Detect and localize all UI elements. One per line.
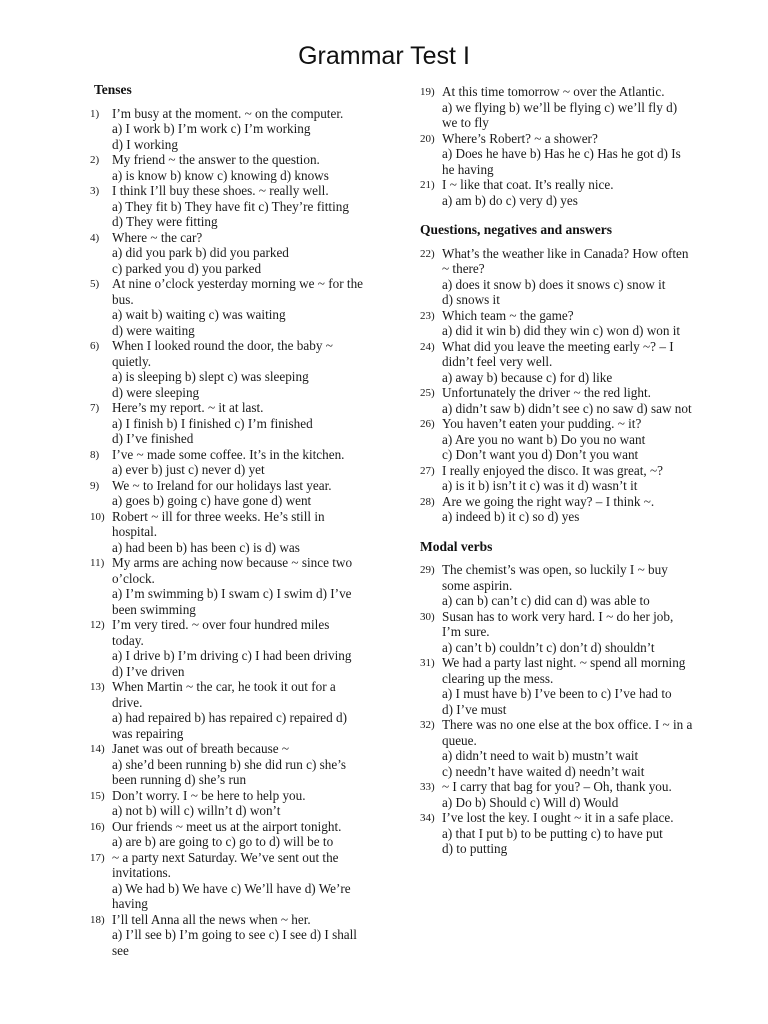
question-prompt-line: At nine o’clock yesterday morning we ~ for the	[112, 276, 364, 291]
question-item	[420, 717, 725, 779]
question-text	[112, 400, 390, 447]
question-prompt-line: Where ~ the car?	[112, 229, 203, 245]
question-prompt-line: Susan has to work very hard. I ~ do her job,	[442, 608, 674, 624]
question-line: a) Does he have b) Has he c) Has he got d) Is	[442, 146, 681, 161]
question-number: 11)	[90, 557, 105, 569]
question-text	[112, 230, 390, 277]
question-item	[90, 679, 390, 741]
left-column	[90, 82, 390, 972]
question-prompt-line: There was no one else at the box office. I ~ in a	[442, 717, 693, 732]
question-item	[90, 741, 390, 788]
question-number: 26)	[420, 418, 435, 430]
question-item	[90, 788, 390, 819]
question-text	[442, 717, 725, 779]
question-line: d) snows it	[442, 292, 500, 307]
question-text	[442, 385, 725, 416]
question-item	[420, 494, 725, 525]
question-text	[442, 810, 725, 857]
question-text	[112, 338, 390, 400]
question-prompt-line: Are we going the right way? – I think ~.	[442, 493, 655, 509]
question-line: a) goes b) going c) have gone d) went	[112, 493, 312, 508]
question-line: c) needn’t have waited d) needn’t wait	[442, 763, 645, 779]
section	[420, 84, 725, 208]
question-prompt-line: You haven’t eaten your pudding. ~ it?	[442, 416, 642, 431]
question-number: 14)	[90, 743, 105, 755]
question-number: 22)	[420, 247, 435, 260]
question-line: a) wait b) waiting c) was waiting	[112, 307, 286, 322]
question-item	[90, 152, 390, 183]
question-number: 19)	[420, 86, 435, 98]
question-text	[112, 788, 390, 819]
question-text	[112, 152, 390, 183]
question-prompt-line: At this time tomorrow ~ over the Atlantic.	[442, 84, 665, 99]
question-item	[420, 131, 725, 178]
question-number: 12)	[90, 619, 105, 631]
question-line: we to fly	[442, 115, 489, 130]
question-prompt-line: Which team ~ the game?	[442, 307, 574, 323]
question-prompt-line: I ~ like that coat. It’s really nice.	[442, 177, 614, 192]
question-line: a) that I put b) to be putting c) to have put	[442, 825, 663, 841]
section-heading: Modal verbs	[420, 538, 493, 554]
question-item	[420, 655, 725, 717]
question-number: 4)	[90, 231, 100, 244]
question-line: see	[112, 942, 129, 958]
question-text	[442, 562, 725, 609]
question-text	[112, 555, 390, 617]
question-item	[90, 447, 390, 478]
question-line: a) can’t b) couldn’t c) don’t d) shouldn’t	[442, 639, 655, 655]
question-item	[420, 385, 725, 416]
question-line: a) indeed b) it c) so d) yes	[442, 509, 580, 524]
question-number: 2)	[90, 154, 100, 166]
question-text	[112, 447, 390, 478]
question-item	[420, 416, 725, 463]
page-title: Grammar Test I	[298, 42, 470, 70]
question-item	[420, 177, 725, 208]
question-prompt-line: I really enjoyed the disco. It was great, ~?	[442, 462, 663, 478]
question-prompt-line: I’ve lost the key. I ought ~ it in a safe place.	[442, 810, 674, 825]
question-item	[90, 230, 390, 277]
question-line: a) had repaired b) has repaired c) repaired d)	[112, 710, 348, 725]
question-number: 1)	[90, 107, 100, 120]
question-number: 31)	[420, 657, 435, 669]
question-number: 25)	[420, 387, 435, 399]
question-prompt-line: I’ve ~ made some coffee. It’s in the kitchen.	[112, 446, 345, 462]
question-item	[90, 555, 390, 617]
question-line: o’clock.	[112, 570, 155, 586]
question-line: d) to putting	[442, 841, 508, 856]
question-number: 15)	[90, 789, 105, 802]
question-line: a) ever b) just c) never d) yet	[112, 462, 265, 477]
question-line: d) I’ve driven	[112, 663, 185, 679]
question-text	[112, 478, 390, 509]
question-prompt-line: Here’s my report. ~ it at last.	[112, 400, 264, 415]
question-line: I’m sure.	[442, 624, 490, 639]
question-item	[90, 617, 390, 679]
question-line: a) I work b) I’m work c) I’m working	[112, 121, 311, 136]
section	[420, 539, 725, 857]
question-item	[420, 308, 725, 339]
question-line: been running d) she’s run	[112, 772, 247, 787]
question-line: a) didn’t need to wait b) mustn’t wait	[442, 748, 639, 763]
question-line: a) is it b) isn’t it c) was it d) wasn’t it	[442, 478, 638, 493]
question-item	[90, 912, 390, 959]
question-text	[442, 177, 725, 208]
question-text	[442, 84, 725, 131]
question-text	[112, 183, 390, 230]
question-number: 7)	[90, 402, 100, 414]
question-line: a) Are you no want b) Do you no want	[442, 431, 646, 447]
question-item	[420, 562, 725, 609]
question-line: a) I must have b) I’ve been to c) I’ve had to	[442, 686, 672, 701]
right-column	[420, 84, 725, 871]
question-text	[112, 741, 390, 788]
question-number: 16)	[90, 820, 105, 833]
question-line: a) we flying b) we’ll be flying c) we’ll fly d)	[442, 99, 678, 115]
question-prompt-line: Don’t worry. I ~ be here to help you.	[112, 787, 306, 803]
question-prompt-line: We had a party last night. ~ spend all morning	[442, 655, 686, 670]
question-text	[112, 679, 390, 741]
question-text	[442, 131, 725, 178]
question-line: d) They were fitting	[112, 214, 218, 229]
question-line: today.	[112, 632, 144, 648]
question-line: a) had been b) has been c) is d) was	[112, 539, 300, 555]
question-line: a) am b) do c) very d) yes	[442, 192, 578, 208]
question-number: 18)	[90, 913, 105, 926]
question-line: a) she’d been running b) she did run c) she’s	[112, 756, 347, 772]
question-line: c) parked you d) you parked	[112, 260, 262, 276]
question-text	[112, 276, 390, 338]
question-line: a) We had b) We have c) We’ll have d) We’re	[112, 880, 351, 896]
question-item	[420, 246, 725, 308]
question-text	[112, 912, 390, 959]
question-item	[420, 779, 725, 810]
question-line: a) not b) will c) willn’t d) won’t	[112, 803, 281, 818]
question-line: c) Don’t want you d) Don’t you want	[442, 447, 639, 462]
question-line: quietly.	[112, 353, 152, 369]
question-text	[442, 779, 725, 810]
question-text	[442, 655, 725, 717]
question-item	[90, 850, 390, 912]
question-number: 8)	[90, 448, 100, 461]
question-number: 29)	[420, 564, 435, 576]
question-line: a) didn’t saw b) didn’t see c) no saw d) saw not	[442, 400, 692, 416]
question-number: 9)	[90, 479, 100, 492]
question-number: 34)	[420, 812, 435, 824]
question-item	[90, 819, 390, 850]
question-item	[90, 276, 390, 338]
question-line: a) I finish b) I finished c) I’m finished	[112, 415, 313, 431]
question-line: a) I drive b) I’m driving c) I had been driving	[112, 648, 352, 663]
question-item	[420, 84, 725, 131]
question-line: d) I’ve must	[442, 701, 507, 717]
question-line: d) I working	[112, 136, 178, 152]
question-line: a) I’ll see b) I’m going to see c) I see d) I shall	[112, 927, 357, 942]
question-line: been swimming	[112, 601, 196, 617]
question-line: a) I’m swimming b) I swam c) I swim d) I’ve	[112, 586, 352, 601]
question-number: 20)	[420, 132, 435, 145]
question-prompt-line: I’ll tell Anna all the news when ~ her.	[112, 911, 311, 927]
question-line: d) were sleeping	[112, 384, 200, 400]
question-item	[90, 338, 390, 400]
question-line: was repairing	[112, 725, 184, 741]
question-number: 10)	[90, 510, 105, 523]
question-line: he having	[442, 161, 494, 177]
question-number: 27)	[420, 464, 435, 477]
question-line: some aspirin.	[442, 577, 513, 593]
question-prompt-line: I think I’ll buy these shoes. ~ really well.	[112, 183, 329, 198]
question-prompt-line: Where’s Robert? ~ a shower?	[442, 130, 598, 146]
question-text	[442, 308, 725, 339]
question-number: 3)	[90, 185, 100, 197]
question-prompt-line: When Martin ~ the car, he took it out for a	[112, 679, 336, 694]
question-text	[442, 494, 725, 525]
question-line: hospital.	[112, 524, 158, 539]
question-line: bus.	[112, 291, 134, 307]
question-prompt-line: I’m very tired. ~ over four hundred miles	[112, 617, 330, 632]
question-text	[112, 509, 390, 556]
question-item	[90, 400, 390, 447]
question-line: clearing up the mess.	[442, 670, 554, 686]
question-text	[442, 609, 725, 656]
question-line: a) They fit b) They have fit c) They’re fitting	[112, 198, 349, 214]
question-number: 33)	[420, 781, 435, 793]
question-text	[442, 416, 725, 463]
question-prompt-line: Janet was out of breath because ~	[112, 741, 290, 756]
question-prompt-line: What did you leave the meeting early ~? – I	[442, 338, 674, 354]
question-item	[90, 183, 390, 230]
question-text	[112, 617, 390, 679]
question-line: a) does it snow b) does it snows c) snow it	[442, 276, 666, 292]
question-number: 6)	[90, 340, 100, 352]
question-text	[442, 339, 725, 386]
section	[420, 222, 725, 525]
question-line: a) can b) can’t c) did can d) was able to	[442, 593, 650, 608]
question-text	[112, 106, 390, 153]
question-item	[90, 106, 390, 153]
question-number: 17)	[90, 851, 105, 864]
question-prompt-line: Our friends ~ meet us at the airport tonight.	[112, 818, 342, 834]
question-item	[420, 810, 725, 857]
question-line: didn’t feel very well.	[442, 354, 553, 369]
question-text	[112, 819, 390, 850]
question-prompt-line: The chemist’s was open, so luckily I ~ buy	[442, 562, 668, 577]
question-line: queue.	[442, 732, 477, 748]
question-line: a) did you park b) did you parked	[112, 245, 289, 260]
section-heading: Questions, negatives and answers	[420, 222, 613, 237]
question-line: a) is know b) know c) knowing d) knows	[112, 167, 329, 183]
question-line: a) did it win b) did they win c) won d) won it	[442, 323, 681, 338]
question-line: d) were waiting	[112, 322, 195, 338]
question-text	[442, 463, 725, 494]
question-line: a) are b) are going to c) go to d) will be to	[112, 834, 334, 849]
question-line: having	[112, 896, 148, 911]
question-item	[90, 478, 390, 509]
question-item	[420, 609, 725, 656]
question-number: 30)	[420, 610, 435, 623]
question-item	[420, 339, 725, 386]
question-text	[112, 850, 390, 912]
question-line: a) is sleeping b) slept c) was sleeping	[112, 369, 309, 384]
question-number: 23)	[420, 309, 435, 322]
question-item	[420, 463, 725, 494]
section-heading: Tenses	[94, 82, 132, 97]
question-line: ~ there?	[442, 261, 485, 276]
question-prompt-line: ~ a party next Saturday. We’ve sent out the	[112, 849, 339, 865]
question-number: 13)	[90, 681, 105, 693]
question-line: a) away b) because c) for d) like	[442, 369, 613, 385]
question-prompt-line: We ~ to Ireland for our holidays last year.	[112, 477, 332, 493]
question-prompt-line: ~ I carry that bag for you? – Oh, thank you.	[442, 779, 672, 794]
question-number: 21)	[420, 179, 435, 191]
question-line: a) Do b) Should c) Will d) Would	[442, 794, 619, 810]
question-number: 28)	[420, 495, 435, 508]
question-text	[442, 246, 725, 308]
question-number: 5)	[90, 278, 100, 290]
question-prompt-line: Robert ~ ill for three weeks. He’s still in	[112, 508, 325, 524]
question-line: d) I’ve finished	[112, 431, 194, 446]
question-line: invitations.	[112, 865, 171, 880]
question-prompt-line: What’s the weather like in Canada? How often	[442, 245, 689, 261]
question-prompt-line: I’m busy at the moment. ~ on the computer.	[112, 105, 344, 121]
question-prompt-line: When I looked round the door, the baby ~	[112, 338, 333, 353]
question-prompt-line: Unfortunately the driver ~ the red light.	[442, 385, 651, 400]
question-prompt-line: My friend ~ the answer to the question.	[112, 152, 320, 167]
question-item	[90, 509, 390, 556]
question-prompt-line: My arms are aching now because ~ since two	[112, 555, 353, 570]
section	[90, 82, 390, 958]
question-line: drive.	[112, 694, 143, 710]
question-number: 32)	[420, 719, 435, 731]
question-number: 24)	[420, 340, 435, 353]
